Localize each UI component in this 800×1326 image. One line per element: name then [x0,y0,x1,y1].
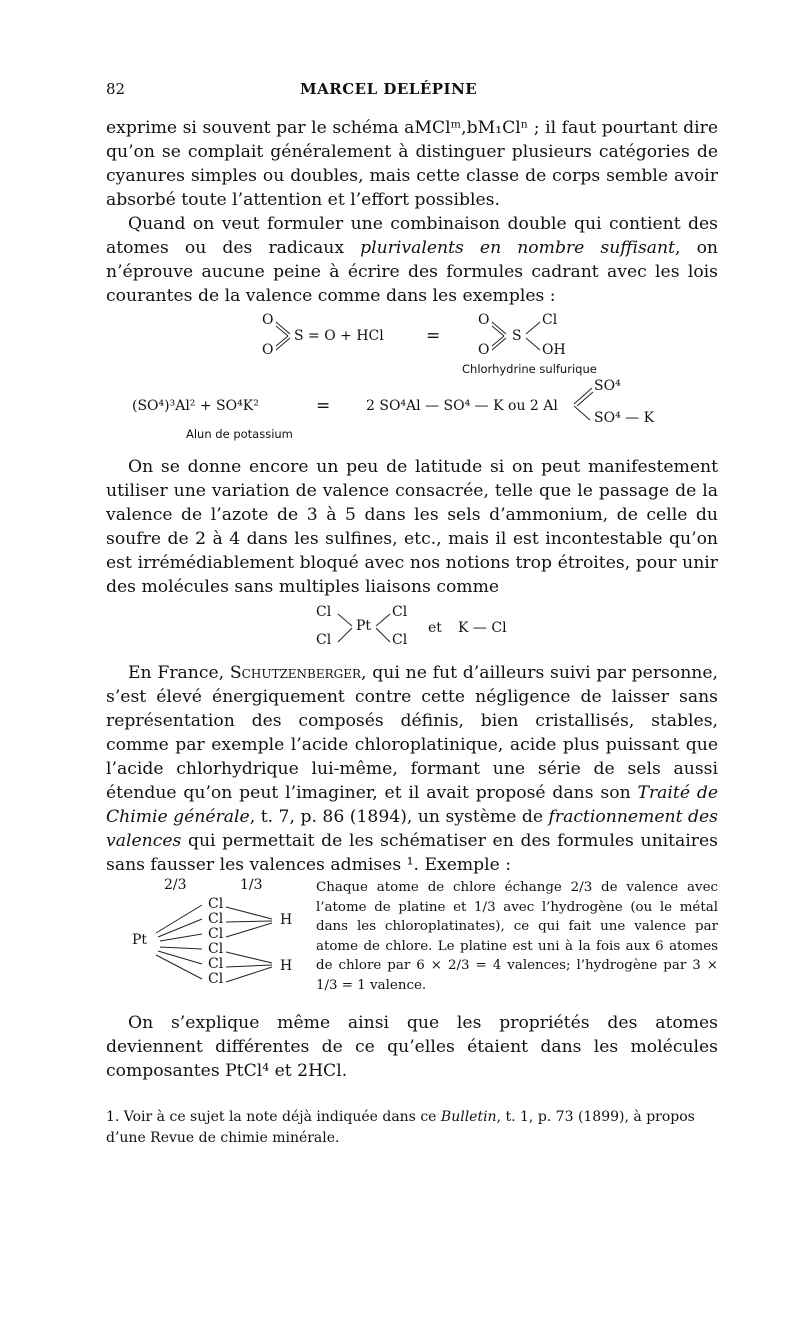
p4-italic-term: fractionnement des valences [106,807,718,851]
f1r-cl: Cl [542,312,558,328]
diagram-cl-4: Cl [208,941,224,957]
diagram-cl-2: Cl [208,911,224,927]
f1-o-bottom: O [262,342,274,358]
f3-bonds-left [336,610,356,646]
p4-author-name: Schutzenberger [229,663,362,683]
diagram-h-2: H [280,958,293,974]
p2-text-b: , on n’éprouve aucune peine à écrire des formules cadrant avec les lois courantes de la valence comme dans les exemples : [106,238,718,306]
paragraph-1-text: exprime si souvent par le schéma aMClᵐ,bM₁Clⁿ ; il faut pourtant dire qu’on se complait généralement à distinguer plusieurs catégories de cyanures simples ou doubles, mais cette classe de corps semble avoir absorbé toute l’attention et l’effort possibles. [106,118,718,210]
diagram-cl-3: Cl [208,926,224,942]
footnote [106,1107,726,1149]
p4-text-a: En France, [128,663,230,683]
f3-cl-br: Cl [392,632,408,648]
f1r-o-top: O [478,312,490,328]
f2-so4k: SO⁴ — K [594,410,655,426]
diagram-h-1: H [280,912,293,928]
f1r-o-bottom: O [478,342,490,358]
p4-text-d: qui permettait de les schématiser en des formules unitaires sans fausser les valences admises ¹. Exemple : [106,831,718,875]
diagram-note: Chaque atome de chlore échange 2/3 de valence avec l’atome de platine et 1/3 avec l’hydrogène (ou le métal dans les chloroplatinates), ce qui fait une valence par atome de chlore. Le platine est uni à la fois aux 6 atomes de chlore par 6 × 2/3 = 4 valences; l’hydrogène par 3 × 1/3 = 1 valence. [316,880,718,993]
f1-bonds-left [274,318,294,354]
paragraph-3 [106,455,718,599]
f3-et: et [428,620,442,636]
footnote-italic: Bulletin [440,1109,497,1125]
diagram-pt: Pt [132,932,148,948]
f2-bonds [572,384,596,424]
page-number: 82 [106,80,126,98]
f1-lhs: S = O + HCl [294,328,384,344]
f1r-bonds-right [524,318,544,354]
diagram-cl-5: Cl [208,956,224,972]
diagram-frac-2-3: 2/3 [164,877,187,893]
paragraph-4 [106,661,718,877]
f3-bonds-right [374,610,394,646]
f2-rhs: 2 SO⁴Al — SO⁴ — K ou 2 Al [366,398,558,414]
paragraph-1 [106,116,718,308]
p4-text-b: , qui ne fut d’ailleurs suivi par personne, s’est élevé énergiquement contre cette négligence de laisser sans représentation des composés définis, bien cristallisés, stables, comme par exemple l’acide chloroplatinique, acide plus puissant que l’acide chlorhydrique lui-même, formant une série de sels aussi étendue qu’on peut l’imaginer, et il avait proposé dans son [106,663,718,803]
p4-italic-title: Traité de Chimie générale [106,783,718,827]
f2-lhs: (SO⁴)³Al² + SO⁴K² [132,398,259,414]
f2-caption: Alun de potassium [186,427,293,441]
running-title: MARCEL DELÉPINE [300,80,478,98]
f3-cl-bl: Cl [316,632,332,648]
f3-pt: Pt [356,618,372,634]
f2-equals: = [316,396,331,416]
p2-text-a: Quand on veut formuler une combinaison double qui contient des atomes ou des radicaux [106,214,718,258]
p2-italic: plurivalents en nombre suffisant [360,238,676,258]
f3-cl-tr: Cl [392,604,408,620]
paragraph-2 [106,212,718,308]
paragraph-3-text: On se donne encore un peu de latitude si on peut manifestement utiliser une variation de valence consacrée, telle que le passage de la valence de l’azote de 3 à 5 dans les sels d’ammonium, de celle du soufre de 2 à 4 dans les sulfines, etc., mais il est incontestable qu’on est irrémédiablement bloqué avec nos notions trop étroites, pour unir des molécules sans multiples liaisons comme [106,457,718,597]
f1-equals: = [426,326,441,346]
f1r-bonds-left [490,318,510,354]
f1-o-top: O [262,312,274,328]
f3-kcl: K — Cl [458,620,507,636]
p4-text-c: , t. 7, p. 86 (1894), un système de [249,807,549,827]
f2-so4: SO⁴ [594,378,621,394]
footnote-text-b: , t. 1, p. 73 (1899), à propos d’une Revue de chimie minérale. [106,1109,695,1146]
diagram-cl-6: Cl [208,971,224,987]
diagram-cl-1: Cl [208,896,224,912]
f3-cl-tl: Cl [316,604,332,620]
diagram-bonds [150,895,280,990]
footnote-text-a: 1. Voir à ce sujet la note déjà indiquée dans ce [106,1109,441,1125]
diagram-frac-1-3: 1/3 [240,877,263,893]
paragraph-5-text: On s’explique même ainsi que les propriétés des atomes deviennent différentes de ce qu’elles étaient dans les molécules composantes PtCl⁴ et 2HCl. [106,1013,718,1081]
f1-caption: Chlorhydrine sulfurique [462,362,597,376]
paragraph-5 [106,1011,718,1083]
f1r-s: S [512,328,522,344]
f1r-oh: OH [542,342,566,358]
